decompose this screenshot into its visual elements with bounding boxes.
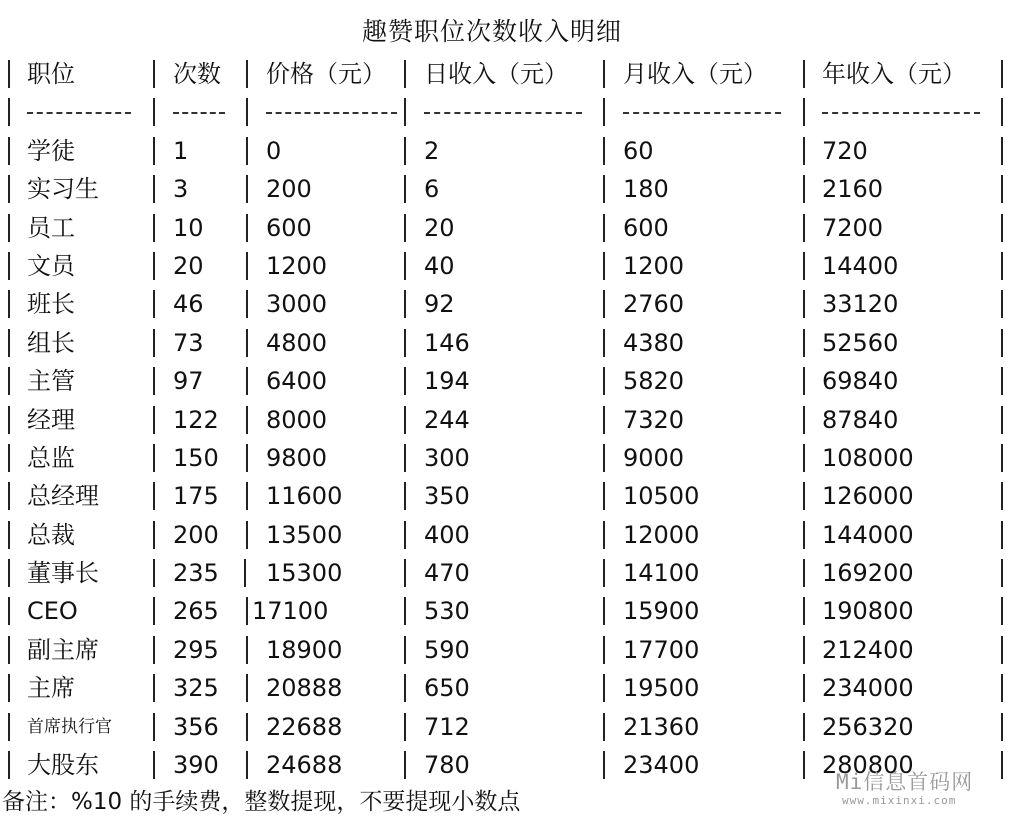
column-divider bbox=[8, 713, 10, 741]
column-divider bbox=[1001, 482, 1003, 510]
watermark bbox=[836, 770, 973, 808]
column-divider bbox=[8, 214, 10, 242]
column-divider bbox=[8, 60, 10, 88]
column-divider bbox=[246, 367, 248, 395]
cell-price: 22688 bbox=[266, 712, 343, 741]
column-divider bbox=[603, 482, 605, 510]
cell-daily-income: 590 bbox=[424, 635, 470, 664]
column-divider bbox=[803, 444, 805, 472]
column-divider bbox=[246, 214, 248, 242]
cell-yearly-income: 169200 bbox=[822, 559, 914, 588]
table-row bbox=[0, 516, 1024, 554]
column-divider bbox=[603, 60, 605, 88]
column-divider bbox=[8, 751, 10, 779]
column-divider bbox=[404, 290, 406, 318]
column-divider bbox=[246, 175, 248, 203]
column-divider bbox=[1001, 444, 1003, 472]
column-divider bbox=[603, 713, 605, 741]
cell-monthly-income: 21360 bbox=[623, 712, 700, 741]
column-divider bbox=[246, 521, 248, 549]
cell-price: 17100 bbox=[252, 597, 329, 626]
cell-position: 董事长 bbox=[27, 559, 99, 588]
table-row bbox=[0, 554, 1024, 592]
cell-count: 356 bbox=[173, 712, 219, 741]
column-divider bbox=[1001, 521, 1003, 549]
cell-monthly-income: 5820 bbox=[623, 367, 685, 396]
column-divider bbox=[246, 252, 248, 280]
column-divider bbox=[8, 329, 10, 357]
cell-daily-income: 350 bbox=[424, 482, 470, 511]
column-divider bbox=[8, 137, 10, 165]
cell-monthly-income: 23400 bbox=[623, 751, 700, 780]
table-row bbox=[0, 324, 1024, 362]
cell-daily-income: 146 bbox=[424, 328, 470, 357]
cell-monthly-income: 180 bbox=[623, 175, 669, 204]
column-divider bbox=[8, 444, 10, 472]
column-divider bbox=[8, 252, 10, 280]
cell-price: 18900 bbox=[266, 635, 343, 664]
cell-price: 11600 bbox=[266, 482, 343, 511]
column-divider bbox=[1001, 751, 1003, 779]
cell-daily-income: 2 bbox=[424, 136, 440, 165]
column-divider bbox=[803, 137, 805, 165]
column-divider bbox=[803, 98, 805, 126]
cell-count: 46 bbox=[173, 290, 204, 319]
header-monthly-income: 月收入（元） bbox=[623, 60, 767, 88]
column-divider bbox=[404, 482, 406, 510]
column-divider bbox=[803, 367, 805, 395]
column-divider bbox=[603, 137, 605, 165]
column-divider bbox=[603, 329, 605, 357]
column-divider bbox=[1001, 252, 1003, 280]
cell-daily-income: 300 bbox=[424, 443, 470, 472]
table-row bbox=[0, 247, 1024, 285]
table-row bbox=[0, 631, 1024, 669]
column-divider bbox=[803, 559, 805, 587]
dashed-separator bbox=[173, 112, 225, 114]
cell-daily-income: 650 bbox=[424, 674, 470, 703]
column-divider bbox=[803, 60, 805, 88]
column-divider bbox=[404, 214, 406, 242]
cell-price: 3000 bbox=[266, 290, 328, 319]
column-divider bbox=[404, 329, 406, 357]
column-divider bbox=[803, 482, 805, 510]
cell-position: 副主席 bbox=[27, 635, 99, 664]
column-divider bbox=[603, 290, 605, 318]
cell-position: 总裁 bbox=[27, 520, 75, 549]
column-divider bbox=[404, 636, 406, 664]
column-divider bbox=[603, 636, 605, 664]
cell-price: 1200 bbox=[266, 251, 328, 280]
column-divider bbox=[603, 751, 605, 779]
column-divider bbox=[153, 597, 155, 625]
cell-position: 大股东 bbox=[27, 751, 99, 780]
table-row bbox=[0, 170, 1024, 208]
cell-daily-income: 40 bbox=[424, 251, 455, 280]
column-divider bbox=[803, 290, 805, 318]
cell-monthly-income: 7320 bbox=[623, 405, 685, 434]
cell-daily-income: 530 bbox=[424, 597, 470, 626]
cell-count: 3 bbox=[173, 175, 189, 204]
column-divider bbox=[153, 98, 155, 126]
column-divider bbox=[246, 751, 248, 779]
header-price: 价格（元） bbox=[266, 60, 386, 88]
cell-monthly-income: 2760 bbox=[623, 290, 685, 319]
column-divider bbox=[153, 406, 155, 434]
cell-price: 24688 bbox=[266, 751, 343, 780]
column-divider bbox=[603, 559, 605, 587]
column-divider bbox=[1001, 329, 1003, 357]
column-divider bbox=[404, 60, 406, 88]
cell-yearly-income: 212400 bbox=[822, 635, 914, 664]
cell-monthly-income: 60 bbox=[623, 136, 654, 165]
column-divider bbox=[603, 175, 605, 203]
cell-count: 122 bbox=[173, 405, 219, 434]
cell-price: 20888 bbox=[266, 674, 343, 703]
dashed-separator bbox=[27, 112, 131, 114]
column-divider bbox=[803, 521, 805, 549]
column-divider bbox=[1001, 290, 1003, 318]
column-divider bbox=[1001, 60, 1003, 88]
table-row bbox=[0, 592, 1024, 630]
column-divider bbox=[8, 636, 10, 664]
cell-monthly-income: 15900 bbox=[623, 597, 700, 626]
cell-daily-income: 6 bbox=[424, 175, 440, 204]
column-divider bbox=[1001, 367, 1003, 395]
column-divider bbox=[153, 521, 155, 549]
column-divider bbox=[8, 597, 10, 625]
column-divider bbox=[1001, 214, 1003, 242]
column-divider bbox=[246, 137, 248, 165]
column-divider bbox=[153, 482, 155, 510]
column-divider bbox=[803, 674, 805, 702]
column-divider bbox=[803, 636, 805, 664]
cell-count: 10 bbox=[173, 213, 204, 242]
column-divider bbox=[8, 559, 10, 587]
cell-price: 600 bbox=[266, 213, 312, 242]
cell-monthly-income: 600 bbox=[623, 213, 669, 242]
watermark-logo-text: Mi信息首码网 bbox=[836, 770, 974, 794]
column-divider bbox=[153, 367, 155, 395]
column-divider bbox=[404, 137, 406, 165]
cell-price: 4800 bbox=[266, 328, 328, 357]
cell-position: 首席执行官 bbox=[27, 716, 112, 737]
column-divider bbox=[246, 636, 248, 664]
dashed-separator bbox=[424, 112, 582, 114]
column-divider bbox=[404, 444, 406, 472]
cell-position: 总监 bbox=[27, 443, 75, 472]
dashed-separator bbox=[822, 112, 980, 114]
cell-count: 235 bbox=[173, 559, 219, 588]
column-divider bbox=[8, 175, 10, 203]
cell-yearly-income: 280800 bbox=[822, 751, 914, 780]
column-divider bbox=[404, 406, 406, 434]
column-divider bbox=[153, 60, 155, 88]
cell-position: 学徒 bbox=[27, 136, 75, 165]
footnote: 备注：%10 的手续费，整数提现，不要提现小数点 bbox=[2, 789, 521, 815]
column-divider bbox=[153, 713, 155, 741]
column-divider bbox=[246, 329, 248, 357]
column-divider bbox=[603, 214, 605, 242]
column-divider bbox=[244, 559, 246, 587]
cell-price: 13500 bbox=[266, 520, 343, 549]
column-divider bbox=[246, 290, 248, 318]
cell-daily-income: 20 bbox=[424, 213, 455, 242]
cell-position: 实习生 bbox=[27, 175, 99, 204]
table-row bbox=[0, 708, 1024, 746]
table-row bbox=[0, 362, 1024, 400]
cell-monthly-income: 12000 bbox=[623, 520, 700, 549]
cell-position: 总经理 bbox=[27, 482, 99, 511]
column-divider bbox=[246, 60, 248, 88]
column-divider bbox=[404, 674, 406, 702]
cell-position: 文员 bbox=[27, 251, 75, 280]
table-row bbox=[0, 209, 1024, 247]
column-divider bbox=[153, 559, 155, 587]
cell-count: 73 bbox=[173, 328, 204, 357]
column-divider bbox=[246, 482, 248, 510]
cell-yearly-income: 126000 bbox=[822, 482, 914, 511]
column-divider bbox=[8, 674, 10, 702]
cell-monthly-income: 17700 bbox=[623, 635, 700, 664]
cell-position: 班长 bbox=[27, 290, 75, 319]
column-divider bbox=[603, 674, 605, 702]
column-divider bbox=[1001, 597, 1003, 625]
cell-yearly-income: 234000 bbox=[822, 674, 914, 703]
column-divider bbox=[404, 559, 406, 587]
column-divider bbox=[153, 175, 155, 203]
header-count: 次数 bbox=[173, 60, 221, 88]
cell-yearly-income: 720 bbox=[822, 136, 868, 165]
column-divider bbox=[603, 367, 605, 395]
cell-daily-income: 780 bbox=[424, 751, 470, 780]
column-divider bbox=[8, 367, 10, 395]
cell-price: 15300 bbox=[266, 559, 343, 588]
column-divider bbox=[603, 252, 605, 280]
column-divider bbox=[404, 751, 406, 779]
column-divider bbox=[1001, 636, 1003, 664]
separator-row bbox=[0, 93, 1024, 131]
cell-yearly-income: 87840 bbox=[822, 405, 899, 434]
cell-position: CEO bbox=[27, 597, 78, 626]
column-divider bbox=[803, 406, 805, 434]
column-divider bbox=[803, 329, 805, 357]
header-row bbox=[0, 55, 1024, 93]
table-row bbox=[0, 477, 1024, 515]
cell-price: 9800 bbox=[266, 443, 328, 472]
cell-yearly-income: 108000 bbox=[822, 443, 914, 472]
cell-count: 20 bbox=[173, 251, 204, 280]
column-divider bbox=[1001, 713, 1003, 741]
cell-price: 6400 bbox=[266, 367, 328, 396]
page-title: 趣赞职位次数收入明细 bbox=[361, 17, 622, 46]
cell-monthly-income: 14100 bbox=[623, 559, 700, 588]
cell-count: 265 bbox=[173, 597, 219, 626]
cell-monthly-income: 19500 bbox=[623, 674, 700, 703]
cell-yearly-income: 33120 bbox=[822, 290, 899, 319]
dashed-separator bbox=[266, 112, 397, 114]
cell-price: 8000 bbox=[266, 405, 328, 434]
table-row bbox=[0, 285, 1024, 323]
column-divider bbox=[404, 521, 406, 549]
column-divider bbox=[153, 674, 155, 702]
column-divider bbox=[246, 406, 248, 434]
column-divider bbox=[246, 444, 248, 472]
cell-monthly-income: 4380 bbox=[623, 328, 685, 357]
column-divider bbox=[1001, 98, 1003, 126]
column-divider bbox=[404, 713, 406, 741]
column-divider bbox=[803, 252, 805, 280]
cell-position: 主管 bbox=[27, 367, 75, 396]
cell-price: 0 bbox=[266, 136, 282, 165]
header-position: 职位 bbox=[27, 60, 75, 88]
column-divider bbox=[246, 597, 248, 625]
cell-yearly-income: 256320 bbox=[822, 712, 914, 741]
column-divider bbox=[404, 175, 406, 203]
column-divider bbox=[803, 751, 805, 779]
cell-yearly-income: 14400 bbox=[822, 251, 899, 280]
column-divider bbox=[404, 98, 406, 126]
watermark-url: www.mixinxi.com bbox=[842, 794, 957, 807]
cell-yearly-income: 2160 bbox=[822, 175, 884, 204]
cell-daily-income: 92 bbox=[424, 290, 455, 319]
header-daily-income: 日收入（元） bbox=[424, 60, 568, 88]
column-divider bbox=[803, 597, 805, 625]
column-divider bbox=[1001, 137, 1003, 165]
column-divider bbox=[404, 597, 406, 625]
cell-count: 295 bbox=[173, 635, 219, 664]
column-divider bbox=[153, 636, 155, 664]
column-divider bbox=[803, 214, 805, 242]
cell-position: 主席 bbox=[27, 674, 75, 703]
column-divider bbox=[153, 137, 155, 165]
column-divider bbox=[803, 175, 805, 203]
column-divider bbox=[1001, 175, 1003, 203]
column-divider bbox=[803, 713, 805, 741]
table-row bbox=[0, 669, 1024, 707]
column-divider bbox=[8, 290, 10, 318]
column-divider bbox=[153, 751, 155, 779]
cell-count: 175 bbox=[173, 482, 219, 511]
column-divider bbox=[153, 329, 155, 357]
column-divider bbox=[603, 521, 605, 549]
cell-daily-income: 244 bbox=[424, 405, 470, 434]
cell-count: 390 bbox=[173, 751, 219, 780]
column-divider bbox=[603, 98, 605, 126]
column-divider bbox=[1001, 406, 1003, 434]
table-row bbox=[0, 401, 1024, 439]
column-divider bbox=[404, 367, 406, 395]
column-divider bbox=[603, 597, 605, 625]
column-divider bbox=[1001, 674, 1003, 702]
column-divider bbox=[603, 406, 605, 434]
cell-count: 1 bbox=[173, 136, 189, 165]
header-yearly-income: 年收入（元） bbox=[822, 60, 966, 88]
column-divider bbox=[153, 252, 155, 280]
cell-monthly-income: 10500 bbox=[623, 482, 700, 511]
column-divider bbox=[8, 521, 10, 549]
cell-position: 经理 bbox=[27, 405, 75, 434]
column-divider bbox=[246, 713, 248, 741]
column-divider bbox=[8, 482, 10, 510]
cell-yearly-income: 69840 bbox=[822, 367, 899, 396]
table-row bbox=[0, 439, 1024, 477]
cell-position: 组长 bbox=[27, 328, 75, 357]
cell-daily-income: 400 bbox=[424, 520, 470, 549]
cell-count: 325 bbox=[173, 674, 219, 703]
cell-yearly-income: 144000 bbox=[822, 520, 914, 549]
cell-daily-income: 712 bbox=[424, 712, 470, 741]
cell-count: 200 bbox=[173, 520, 219, 549]
column-divider bbox=[246, 674, 248, 702]
column-divider bbox=[404, 252, 406, 280]
table-row bbox=[0, 132, 1024, 170]
column-divider bbox=[8, 406, 10, 434]
column-divider bbox=[153, 290, 155, 318]
cell-yearly-income: 190800 bbox=[822, 597, 914, 626]
column-divider bbox=[1001, 559, 1003, 587]
cell-monthly-income: 9000 bbox=[623, 443, 685, 472]
column-divider bbox=[153, 444, 155, 472]
cell-yearly-income: 52560 bbox=[822, 328, 899, 357]
column-divider bbox=[246, 98, 248, 126]
cell-monthly-income: 1200 bbox=[623, 251, 685, 280]
cell-daily-income: 194 bbox=[424, 367, 470, 396]
cell-yearly-income: 7200 bbox=[822, 213, 884, 242]
cell-price: 200 bbox=[266, 175, 312, 204]
cell-count: 150 bbox=[173, 443, 219, 472]
column-divider bbox=[8, 98, 10, 126]
cell-count: 97 bbox=[173, 367, 204, 396]
column-divider bbox=[603, 444, 605, 472]
cell-position: 员工 bbox=[27, 213, 75, 242]
cell-daily-income: 470 bbox=[424, 559, 470, 588]
income-table bbox=[0, 55, 1024, 784]
dashed-separator bbox=[623, 112, 781, 114]
column-divider bbox=[153, 214, 155, 242]
